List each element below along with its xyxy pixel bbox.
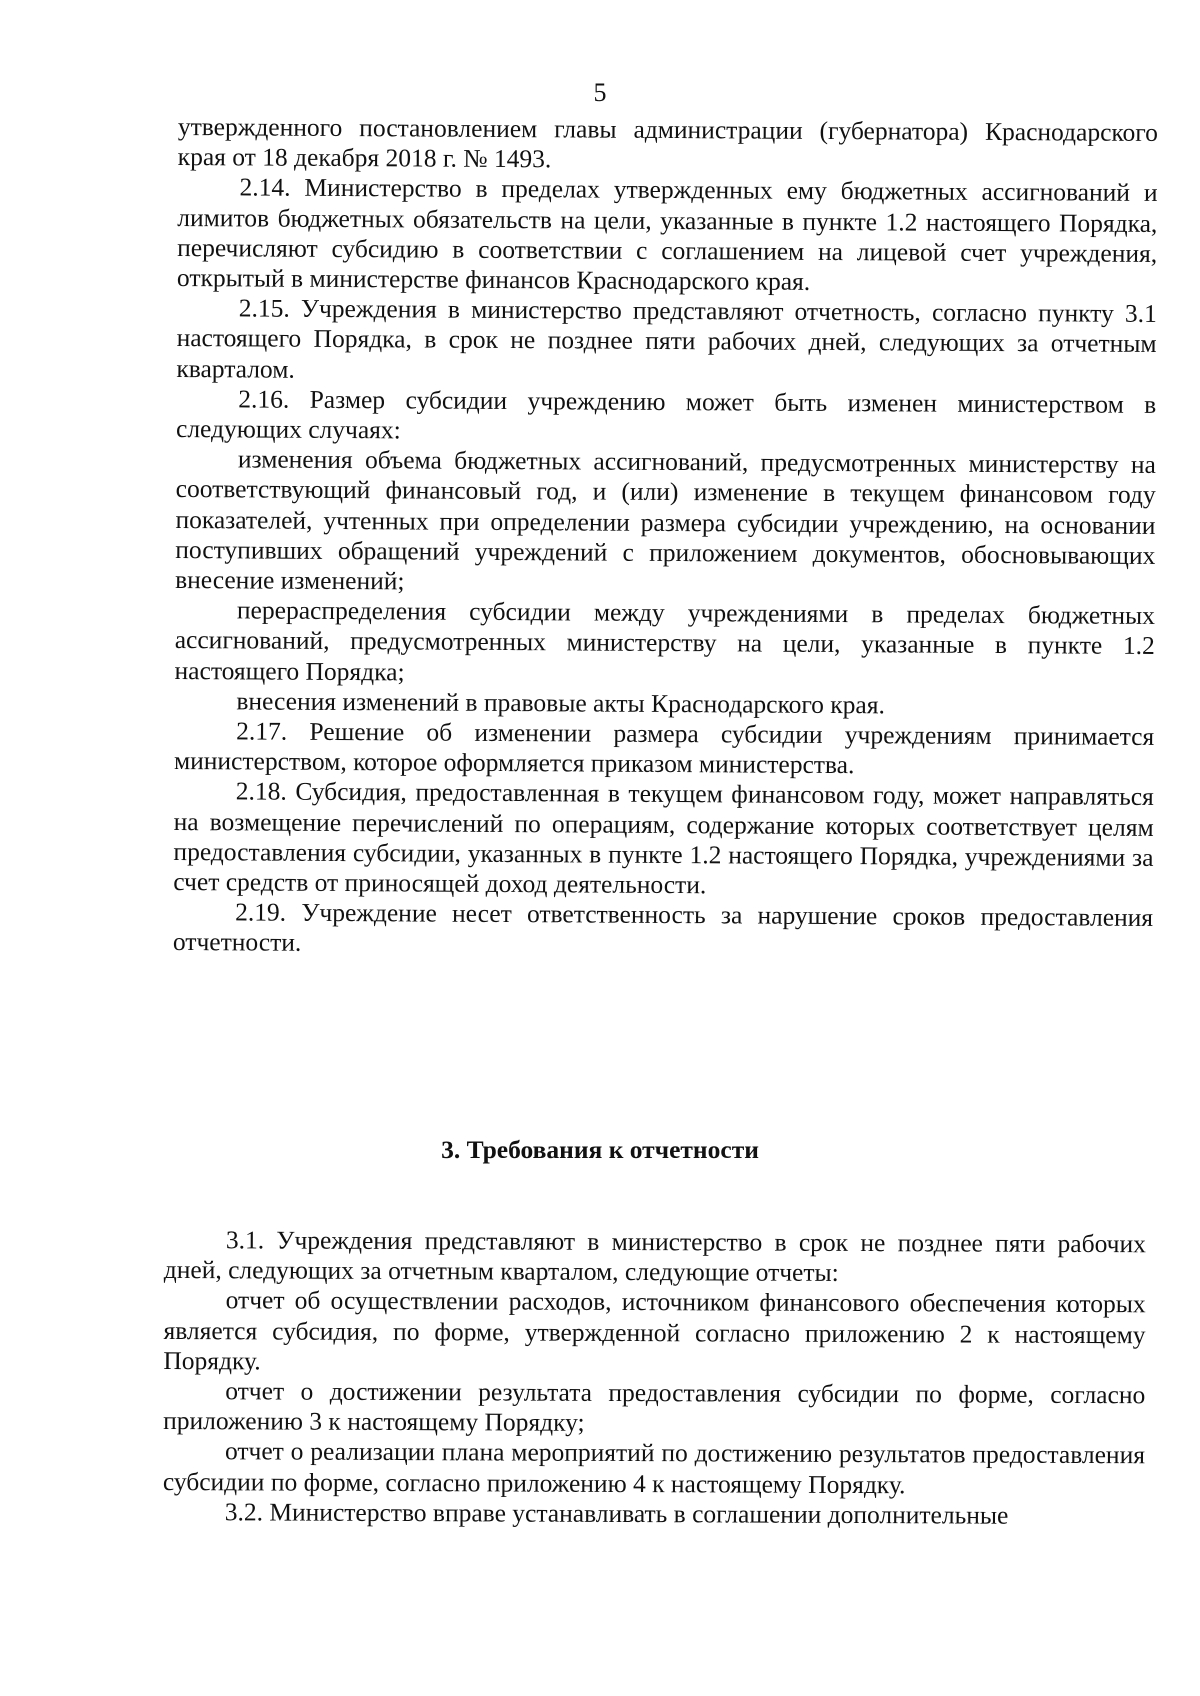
paragraph-2-19: 2.19. Учреждение несет ответственность за нарушение сроков предоставления отчетности. (172, 897, 1154, 958)
paragraph-3-1-report-2: отчет о достижении результата предоставления субсидии по форме, согласно приложению 3 к настоящему Порядку; (163, 1376, 1146, 1438)
paragraph-2-16-case-3: внесения изменений в правовые акты Краснодарского края. (236, 686, 885, 720)
paragraph-2-15: 2.15. Учреждения в министерство представляют отчетность, согласно пункту 3.1 настоящего Порядка, в срок не позднее пяти рабочих дней, следующих за отчетным кварталом. (176, 293, 1157, 384)
page-number: 5 (593, 78, 607, 107)
paragraph-3-1-report-1: отчет об осуществлении расходов, источником финансового обеспечения которых является субсидия, по форме, утвержденной согласно приложению 2 к настоящему Порядку. (163, 1285, 1146, 1376)
paragraph-continuation: утвержденного постановлением главы администрации (губернатора) Краснодарского края от 18 декабря 2018 г. № 1493. (177, 112, 1158, 174)
paragraph-2-16-case-1: изменения объема бюджетных ассигнований, предусмотренных министерству на соответствующий финансовый год, и (или) изменение в текущем финансовом году показателей, учтенных при определении размера субсидии учреждению, на основании поступивших обращений учреждений с приложением документов, обосновывающих внесение изменений; (175, 444, 1156, 596)
paragraph-3-1-report-3: отчет о реализации плана мероприятий по достижению результатов предоставления субсидии по форме, согласно приложению 4 к настоящему Порядку. (162, 1436, 1146, 1499)
paragraph-3-1: 3.1. Учреждения представляют в министерство в срок не позднее пяти рабочих дней, следующих за отчетным кварталом, следующие отчеты: (163, 1225, 1146, 1288)
paragraph-3-2: 3.2. Министерство вправе устанавливать в соглашении дополнительные (224, 1497, 1009, 1530)
section-heading: 3. Требования к отчетности (441, 1135, 759, 1164)
paragraph-2-18: 2.18. Субсидия, предоставленная в текущем финансовом году, может направляться на возмещение перечислений по операциям, содержание которых соответствует целям предоставления субсидии, указанных в пункте 1.2 настоящего Порядка, учреждениями за счет средств от приносящей доход деятельности. (173, 776, 1154, 900)
section-3-body (163, 1225, 1146, 1531)
paragraph-2-16: 2.16. Размер субсидии учреждению может быть изменен министерством в следующих случаях: (175, 384, 1157, 445)
paragraph-2-16-case-2: перераспределения субсидии между учреждениями в пределах бюджетных ассигнований, предусмотренных министерству на цели, указанные в пункте 1.2 настоящего Порядка; (174, 595, 1156, 687)
section-2-continuation (173, 112, 1158, 964)
paragraph-2-17: 2.17. Решение об изменении размера субсидии учреждениям принимается министерством, которое оформляется приказом министерства. (173, 716, 1155, 780)
paragraph-2-14: 2.14. Министерство в пределах утвержденных ему бюджетных ассигнований и лимитов бюджетных обязательств на цели, указанные в пункте 1.2 настоящего Порядка, перечисляют субсидию в соответствии с соглашением на лицевой счет учреждения, открытый в министерстве финансов Краснодарского края. (176, 172, 1158, 296)
